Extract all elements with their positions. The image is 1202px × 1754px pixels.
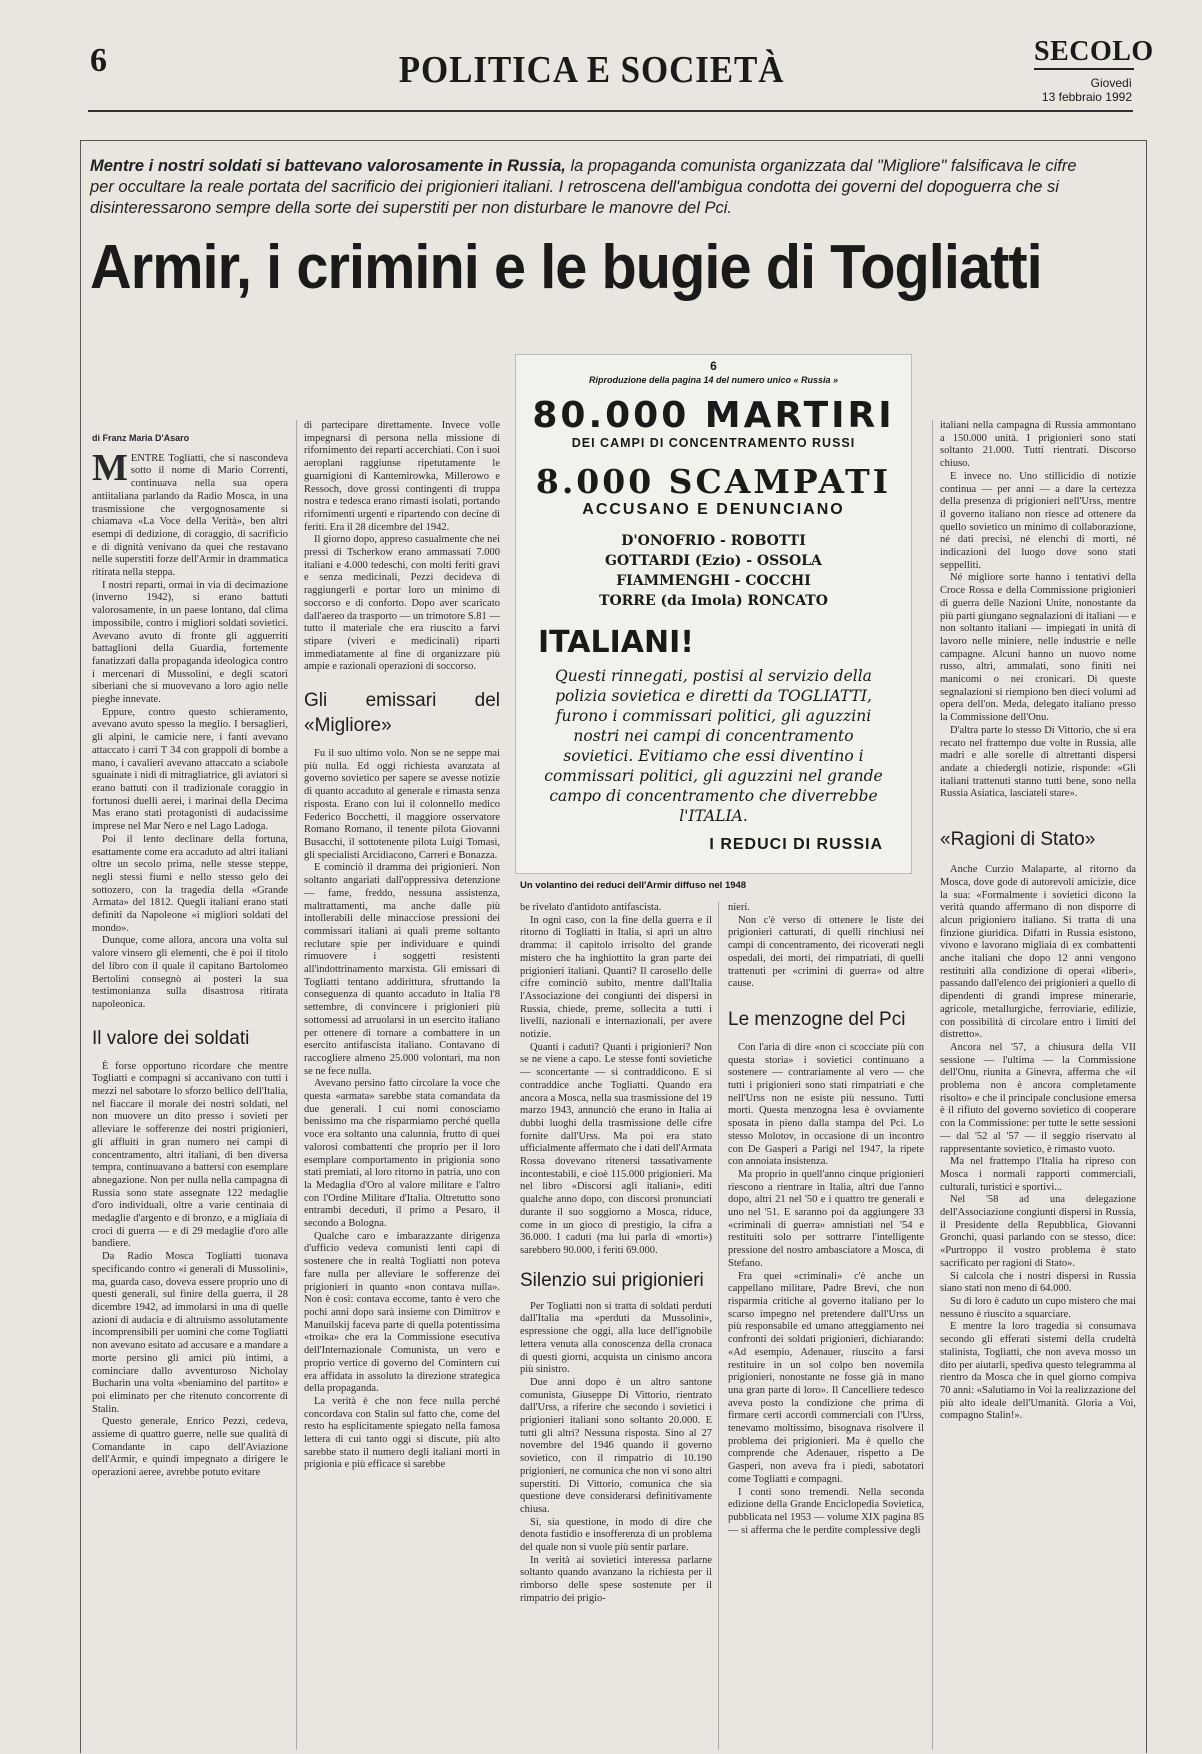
masthead-logo: SECOLO [1034, 36, 1154, 67]
paragraph: È forse opportuno ricordare che mentre Togliatti e compagni si accanivano con tutti i mezzi nel sabotare lo sforzo bellico dell'Italia, nel fiaccare il morale dei nostri soldati, nel non muovere un dito presso i sovieti per alleviare le sofferenze dei nostri prigionieri, gli affluiti in gran numero nei campi di concentramento, altri italiani, di ben diversa tempra, continuavano a battersi con esemplare abnegazione. Non per nulla nella campagna di Russia sono state assegnate 122 medaglie d'oro individuali, oltre a varie centinaia di medaglie d'argento e di bronzo, e a migliaia di croci di guerra — e di 29 medaglie d'oro alle bandiere. [92, 1060, 288, 1250]
paragraph: I nostri reparti, ormai in via di decimazione (inverno 1942), si erano battuti valorosamente, in un paese lontano, dal clima impossibile, contro i migliori soldati sovietici. Avevano avuto di fronte gli agguerriti battaglioni della Guardia, fortemente fanatizzati dalla propaganda ideologica contro i mercenari di Mussolini, e degli scatori siberiani che si muovevano a loro agio nelle pieghe innevate. [92, 579, 288, 706]
paragraph: I conti sono tremendi. Nella seconda edizione della Grande Enciclopedia Sovietica, pubblicata nel 1953 — volume XIX pagina 85 — si afferma che le perdite complessive degli [728, 1486, 924, 1536]
paragraph: E invece no. Uno stillicidio di notizie continua — per anni — a dare la certezza della presenza di prigionieri nell'Urss, mentre il governo italiano non riesce ad ottenere da quello sovietico un minimo di collaborazione, né dati precisi, né elenchi di morti, né indicazioni del luogo dove sono stati seppelliti. [940, 470, 1136, 571]
paragraph: Né migliore sorte hanno i tentativi della Croce Rossa e della Commissione prigionieri di guerra delle Nazioni Unite, nonostante da più parti giungano segnalazioni di italiani — e non soltanto italiani — impiegati in unità di lavoro nelle miniere, nelle industrie e nelle campagne. Alcuni hanno un nuovo nome russo, altri, ammalati, sono finiti nei manicomi o nei cronicari. Di queste segnalazioni si riempiono ben dieci volumi ad opera dell'on. Meda, delegato italiano presso la Commissione dell'Onu. [940, 572, 1136, 724]
paragraph: Fra quei «criminali» c'è anche un cappellano militare, Padre Brevi, che non risparmia critiche al governo italiano per lo scarso impegno nel pretendere dall'Urss un più responsabile ed umano atteggiamento nei confronti dei soldati prigionieri, dichiarando: «Ad esempio, Adenauer, riuscito a farsi restituire in un sol colpo ben novemila prigionieri, nonostante ne fosse già in mano una gran parte di loro». Il Cancelliere tedesco aveva posto la condizione che prima di firmare certi accordi commerciali con l'Urss, tenevamo moltissimo, bisognava risolvere il problema dei prigionieri. Ma è quello che comprende che Adenauer, rispetto a De Gasperi, non aveva fra i piedi, sabotatori come Togliatti e compagni. [728, 1270, 924, 1485]
paragraph: In verità ai sovietici interessa parlarne soltanto quando avanzano la richiesta per il rimborso delle spese sostenute per il rimpatrio dei prigio- [520, 1554, 712, 1604]
flyer-scampati: 8.000 SCAMPATI [535, 462, 892, 501]
subheading-emissari: Gli emissari del «Migliore» [304, 690, 500, 737]
flyer-signature: I REDUCI DI RUSSIA [709, 836, 883, 853]
flyer-martiri: 80.000 MARTIRI [532, 395, 895, 436]
paragraph: Da Radio Mosca Togliatti tuonava specificando contro «i generali di Mussolini», ma, guarda caso, doveva essere proprio uno di questi generali, sul finire della guerra, il 28 dicembre 1942, ad immolarsi in una di quelle azioni di audacia e di altruismo assolutamente incomprensibili per uomini che come Togliatti non avevano esitato ad accusare e a mandare a morte persino gli amici più intimi, a cominciare dallo avventuroso Nicholay Bucharin una volta «beniamino del partito» e poi eliminato per che ritenuto concorrente di Stalin. [92, 1251, 288, 1415]
flyer-caption: Un volantino dei reduci dell'Armir diffuso nel 1948 [520, 880, 747, 891]
paragraph: Con l'aria di dire «non ci scocciate più con questa storia» i sovietici continuano a sostenere — contrariamente al vero — che tutti i prigionieri sono stati rimpatriati e che nell'Urss non ne esiste più nessuno. Tutti morti. Questa menzogna lesa è ovviamente sposata in pieno dalla stampa del Pci. Lo stesso Molotov, in occasione di un incontro con De Gasperi a Parigi nel 1947, la ripete con annoiata insistenza. [728, 1041, 924, 1168]
paragraph: Dunque, come allora, ancora una volta sul valore vinsero gli elementi, che è poi il titolo del libro con il quale il capitano Bartolomeo Bertolini consegnò ai posteri la sua testimonianza sulla disastrosa ritirata napoleonica. [92, 935, 288, 1010]
paragraph: In ogni caso, con la fine della guerra e il ritorno di Togliatti in Italia, si aprì un altro dramma: il capitolo irrisolto del grande mistero che ha inghiottito la gran parte dei prigionieri italiani. Quanti? Il carosello delle cifre cominciò subito, mentre dall'Italia l'Associazione dei congiunti dei dispersi in Russia, chiede, preme, sollecita a tutti i livelli, nazionali e internazionali, per avere notizie. [520, 914, 712, 1041]
paragraph: Per Togliatti non si tratta di soldati perduti dall'Italia ma «perduti da Mussolini», espressione che oggi, alla luce dell'ignobile lettera venuta alla conoscenza della cronaca di questi giorni, acquista un cinismo ancora più sinistro. [520, 1300, 712, 1376]
subheading-silenzio: Silenzio sui prigionieri [520, 1269, 704, 1291]
column-5 [940, 420, 1136, 1750]
issue-day: Giovedì [1090, 76, 1132, 90]
subheading-valore: Il valore dei soldati [92, 1027, 250, 1049]
flyer-text: Questi rinnegati, postisi al servizio della polizia sovietica e diretti da TOGLIATTI, furono i commissari politici, gli aguzzini nostri nei campi di concentramento sovietici. Evitiamo che essi diventino i commissari politici, gli aguzzini nel grande campo di concentramento che diverrebbe l'ITALIA. [544, 667, 883, 825]
paragraph: Eppure, contro questo schieramento, avevano avuto spesso la meglio. I bersaglieri, gli alpini, le camicie nere, i fanti avevano attaccato i carri T 34 con grappoli di bombe a mano, i cavalieri avevano attaccato a sciabole sguainate i nidi di mitragliatrice, gli aviatori si erano battuti con il tradizionale coraggio in fortunosi duelli aerei, i marinai della Decima Mas erano stati protagonisti di audacissime imprese nel Mar Nero e nel Lago Ladoga. [92, 706, 288, 833]
subheading-ragioni: «Ragioni di Stato» [940, 829, 1096, 851]
flyer-names-line: FIAMMENGHI - COCCHI [616, 573, 811, 589]
flyer-italiani: ITALIANI! [538, 625, 694, 660]
paragraph: Il giorno dopo, appreso casualmente che nei pressi di Tscherkow erano ammassati 7.000 italiani e 4.000 tedeschi, con molti feriti gravi e senza medicinali, Pezzi decideva di raggiungerli e portar loro un minimo di soccorso e di conforto. Dopo aver scaricato dall'aereo da trasporto — un trimotore S.81 — tutto il materiale che era riuscito a farvi stipare (viveri e medicinali) ripartì immediatamente al fine di organizzare più ampie e razionali operazioni di soccorso. [304, 534, 500, 673]
flyer-names-line: TORRE (da Imola) RONCATO [599, 593, 828, 609]
paragraph: Avevano persino fatto circolare la voce che questa «armata» sarebbe stata comandata da due generali. I cui nomi conosciamo benissimo ma che risparmiamo perché quella voce era soltanto una calunnia, frutto di quei valorosi combattenti che proprio per il loro esemplare comportamento in prigionia sono stati premiati, al loro ritorno in patria, uno con la Medaglia d'Oro al valore militare e l'altro con l'Ordine Militare d'Italia. Oltretutto sono entrambi deceduti, il primo a Pesaro, il secondo a Bologna. [304, 1078, 500, 1230]
paragraph: Su di loro è caduto un cupo mistero che mai nessuno è riuscito a squarciare. [940, 1296, 1136, 1320]
paragraph: D'altra parte lo stesso Di Vittorio, che si era recato nel frattempo due volte in Russia, alle madri e alle sorelle di altrettanti dispersi andate a chiedergli notizie, risponde: «Gli italiani trattenuti stanno tutti bene, sono nella Russia Asiatica, lasciateli stare». [940, 724, 1136, 800]
paragraph: Questo generale, Enrico Pezzi, cedeva, assieme di quattro guerre, nelle sue qualità di Comandante in capo dell'Aviazione dell'Armir, e quindi impegnato a dirigere le operazioni aeree, avrebbe potuto evitare [92, 1416, 288, 1479]
paragraph: Ancora nel '57, a chiusura della VII sessione — l'ultima — la Commissione dell'Onu, riunita a Ginevra, afferma che «il problema non è ancora completamente risolto» e che il principale conclusione emersa è il rifiuto del governo sovietico di cooperare con la Commissione: per tutte le sette sessioni — dal '52 al '57 — il seggio riservato al rappresentante sovietico, è rimasto vuoto. [940, 1041, 1136, 1155]
byline: di Franz Maria D'Asaro [92, 433, 190, 443]
column-4 [728, 902, 924, 1750]
article-headline: Armir, i crimini e le bugie di Togliatti [90, 233, 1042, 302]
masthead-underline [1034, 68, 1134, 70]
column-divider [718, 902, 719, 1750]
flyer-names-line: GOTTARDI (Ezio) - OSSOLA [605, 553, 822, 569]
column-1 [92, 432, 288, 1750]
issue-date: 13 febbraio 1992 [1041, 90, 1132, 104]
paragraph: be rivelato d'antidoto antifascista. [520, 902, 662, 913]
paragraph: Si, sia questione, in modo di dire che denota fastidio e insofferenza di un problema del quale non si vuole più sentir parlare. [520, 1516, 712, 1554]
paragraph: nieri. [728, 902, 750, 913]
flyer-intro: Riproduzione della pagina 14 del numero unico « Russia » [588, 375, 839, 385]
paragraph: E mentre la loro tragedia si consumava secondo gli efferati sistemi della crudeltà stalinista, Togliatti, che non aveva mosso un dito per aiutarli, spediva questo telegramma al rientro da Mosca che in quel giorno compiva 70 anni: «Salutiamo in Voi la realizzazione del più alto ideale dell'Umanità. Gloria a Voi, compagno Stalin!». [940, 1321, 1136, 1422]
paragraph: Quanti i caduti? Quanti i prigionieri? Non se ne viene a capo. Le stesse fonti sovietiche — sconcertante — si contraddicono. E si contraddice anche Togliatti. Quando era ancora a Mosca, nella sua trasmissione del 19 marzo 1943, annunciò che erano in Italia ai dubbi luoghi della trasmissione delle cifre fornite dall'Urss. Ma poi era stato ufficialmente affermato che i dati dell'Armata Rossa dovevano ritenersi tassativamente incontestabili, e cioè 115.000 prigionieri. Ma nel libro «Discorsi agli italiani», editi qualche anno dopo, con discorsi pronunciati durante il suo soggiorno a Mosca, riduce, come in un gioco di prestigio, la cifra a 36.000. I caduti (ma lui parla di «morti») sarebbero 90.000, i feriti 69.000. [520, 1041, 712, 1256]
subheading-menzogne: Le menzogne del Pci [728, 1008, 906, 1030]
paragraph: Ma nel frattempo l'Italia ha ripreso con Mosca i normali rapporti commerciali, culturali, turistici e sportivi... [940, 1156, 1136, 1193]
paragraph: Poi il lento declinare della fortuna, esattamente come era accaduto ad altri italiani oltre un secolo prima, nelle stesse steppe, negli stessi fiumi e nello stesso gelo dei sottozero, con la tragedia della «Grande Armata» del 1812. Quegli italiani erano stati definiti da Napoleone «i migliori soldati del mondo». [92, 833, 288, 934]
column-divider [296, 420, 297, 1750]
paragraph: di partecipare direttamente. Invece volle impegnarsi di persona nella missione di rifornimento dei reparti accerchiati. Con i suoi aeroplani raggiunse ripetutamente le guarnigioni di Kantemirowka, Millerowo e Ressoch, dove grossi contingenti di truppa nostra e tedesca erano rimasti isolati, portando rifornimenti urgenti e ripartendo con decine di feriti. Era il 28 dicembre del 1942. [304, 420, 500, 533]
flyer-reproduction [515, 354, 912, 874]
paragraph: Due anni dopo è un altro santone comunista, Giuseppe Di Vittorio, rientrato dall'Urss, a riferire che secondo i sovietici i prigionieri italiani sono soltanto 20.000. E tutti gli altri? Nessuna risposta. Sino al 27 novembre del 1946 quando il governo sovietico, con il rimpatrio di 10.190 prigionieri, ne comunica che non vi sono altri superstiti. Di Vittorio, comunica che sia questione deve considerarsi definitivamente chiusa. [520, 1376, 712, 1515]
header-rule [88, 110, 1133, 112]
kicker-text: la propaganda comunista organizzata dal "Migliore" falsificava le cifre per occultare la reale portata del sacrificio dei prigionieri italiani. I retroscena dell'ambigua condotta dei governi del dopoguerra che si disinteressarono sempre della sorte dei superstiti per non disturbare le manovre del Pci. [90, 157, 1077, 217]
page-number: 6 [90, 42, 107, 79]
paragraph: Nel '58 ad una delegazione dell'Associazione congiunti dispersi in Russia, il Presidente della Repubblica, Giovanni Gronchi, quasi parlando con se stesso, dice: «Purtroppo il vostro problema è stato sacrificato per ragioni di Stato». [940, 1194, 1136, 1269]
flyer-accusano: ACCUSANO E DENUNCIANO [582, 501, 845, 518]
column-2 [304, 420, 500, 1750]
paragraph: Anche Curzio Malaparte, al ritorno da Mosca, dove gode di autorevoli amicizie, dice la sua: «Formalmente i sovietici dicono la verità quando affermano di non disporre di alcun prigioniero italiano. Si tratta di una finzione giuridica. Difatti in Russia esistono, vivono e lavorano migliaia di ex combattenti anche italiani che dopo 12 anni vengono restituiti alla condizione di operai «liberi», passando dall'elenco dei prigionieri a quello di dipendenti di grandi imprese minerarie, agricole, metallurgiche, ferroviarie, edilizie, con possibilità di circolare entro i limiti del distretto». [940, 864, 1136, 1041]
paragraph: italiani nella campagna di Russia ammontano a 150.000 unità. I prigionieri sono stati soltanto 21.000. Tutti rientrati. Discorso chiuso. [940, 420, 1136, 470]
paragraph: ENTRE Togliatti, che si nascondeva sotto il nome di Mario Correnti, continuava nella sua opera antiitaliana parlando da Radio Mosca, in una trasmissione che vergognosamente si chiamava «La Voce della Verità», ben altri esempi di dedizione, di coraggio, di sacrificio e di dignità venivano da quei che restavano nelle superstiti forze dell'Armir in drammatica ritirata nella steppa. [92, 452, 288, 579]
paragraph: Non c'è verso di ottenere le liste dei prigionieri catturati, di quelli rinchiusi nei campi di concentramento, dei ricoverati negli ospedali, dei morti, dei rimpatriati, di quelli trattenuti per «crimini di guerra» od altre cause. [728, 914, 924, 990]
column-divider [932, 420, 933, 1750]
paragraph: Si calcola che i nostri dispersi in Russia siano stati non meno di 64.000. [940, 1270, 1136, 1295]
flyer-names-line: D'ONOFRIO - ROBOTTI [621, 533, 806, 549]
flyer-campi: DEI CAMPI DI CONCENTRAMENTO RUSSI [571, 436, 856, 450]
paragraph: Fu il suo ultimo volo. Non se ne seppe mai più nulla. Ed oggi richiesta avanzata al governo sovietico per sapere se avesse notizie di quanto accaduto al generale e rimasta senza risposta. Erano con lui il colonnello medico Federico Bocchetti, il maggiore osservatore Romano Romano, il tenente pilota Giovanni Busacchi, il sottotenente pilota Luigi Tomasi, gli specialisti Arcidiacono, Carreri e Bonazza. [304, 748, 500, 861]
kicker-bold: Mentre i nostri soldati si battevano valorosamente in Russia, [90, 157, 566, 175]
drop-cap: M [92, 446, 128, 489]
flyer-page-number: 6 [710, 359, 717, 373]
paragraph: Qualche caro e imbarazzante dirigenza d'ufficio vedeva comunisti lenti capi di sostenere che in realtà Togliatti non poteva fare nulla per alleviare le sofferenze dei prigionieri in quanto «non contava nulla». Non è così: contava eccome, tanto è vero che pochi anni dopo sarà insieme con Dimitrov e Manuilskij faceva parte di quella potentissima «troika» che era la Commissione esecutiva dell'Internazionale Comunista, un vero e proprio vertice di governo del Comintern cui era affidata in assoluto la direzione strategica della propaganda. [304, 1230, 500, 1395]
column-3 [520, 902, 712, 1750]
paragraph: E cominciò il dramma dei prigionieri. Non soltanto angariati dall'oppressiva detenzione — fame, freddo, nessuna assistenza, maltrattamenti, ma anche dalle più intollerabili delle minacciose pressioni dei commissari italiani ai quali preme soltanto reclutare spie per individuare e quindi rimuovere i soggetti resistenti all'indottrinamento marxista. Gli emissari di Togliatti tentano addirittura, sfruttando la conseguenza di quanto accaduto in Italia l'8 settembre, di convincere i prigionieri più sottomessi ad arruolarsi in un esercito italiano per ottenere di tornare a combattere in un esercito antifascista italiano. Contavano di raccogliere almeno 25.000 volontari, ma non se ne fece nulla. [304, 862, 500, 1077]
paragraph: Ma proprio in quell'anno cinque prigionieri riescono a rientrare in Italia, altri due l'anno dopo, altri 21 nel '50 e i quattro tre generali e uno nel '51. E saranno poi da aggiungere 33 «criminali di guerra» amnistiati nel '54 e restituiti solo per sottrarre l'intelligente pressione del nostro ambasciatore a Mosca, di Stefano. [728, 1168, 924, 1269]
article-kicker [90, 156, 1080, 219]
paragraph: La verità è che non fece nulla perché concordava con Stalin sul fatto che, come del resto ha esplicitamente spiegato nella famosa lettera di cui tanto oggi si discute, più alto sarebbe stato il numero degli italiani morti in prigionia e più efficace si sarebbe [304, 1395, 500, 1471]
section-title: POLITICA E SOCIETÀ [398, 49, 785, 91]
